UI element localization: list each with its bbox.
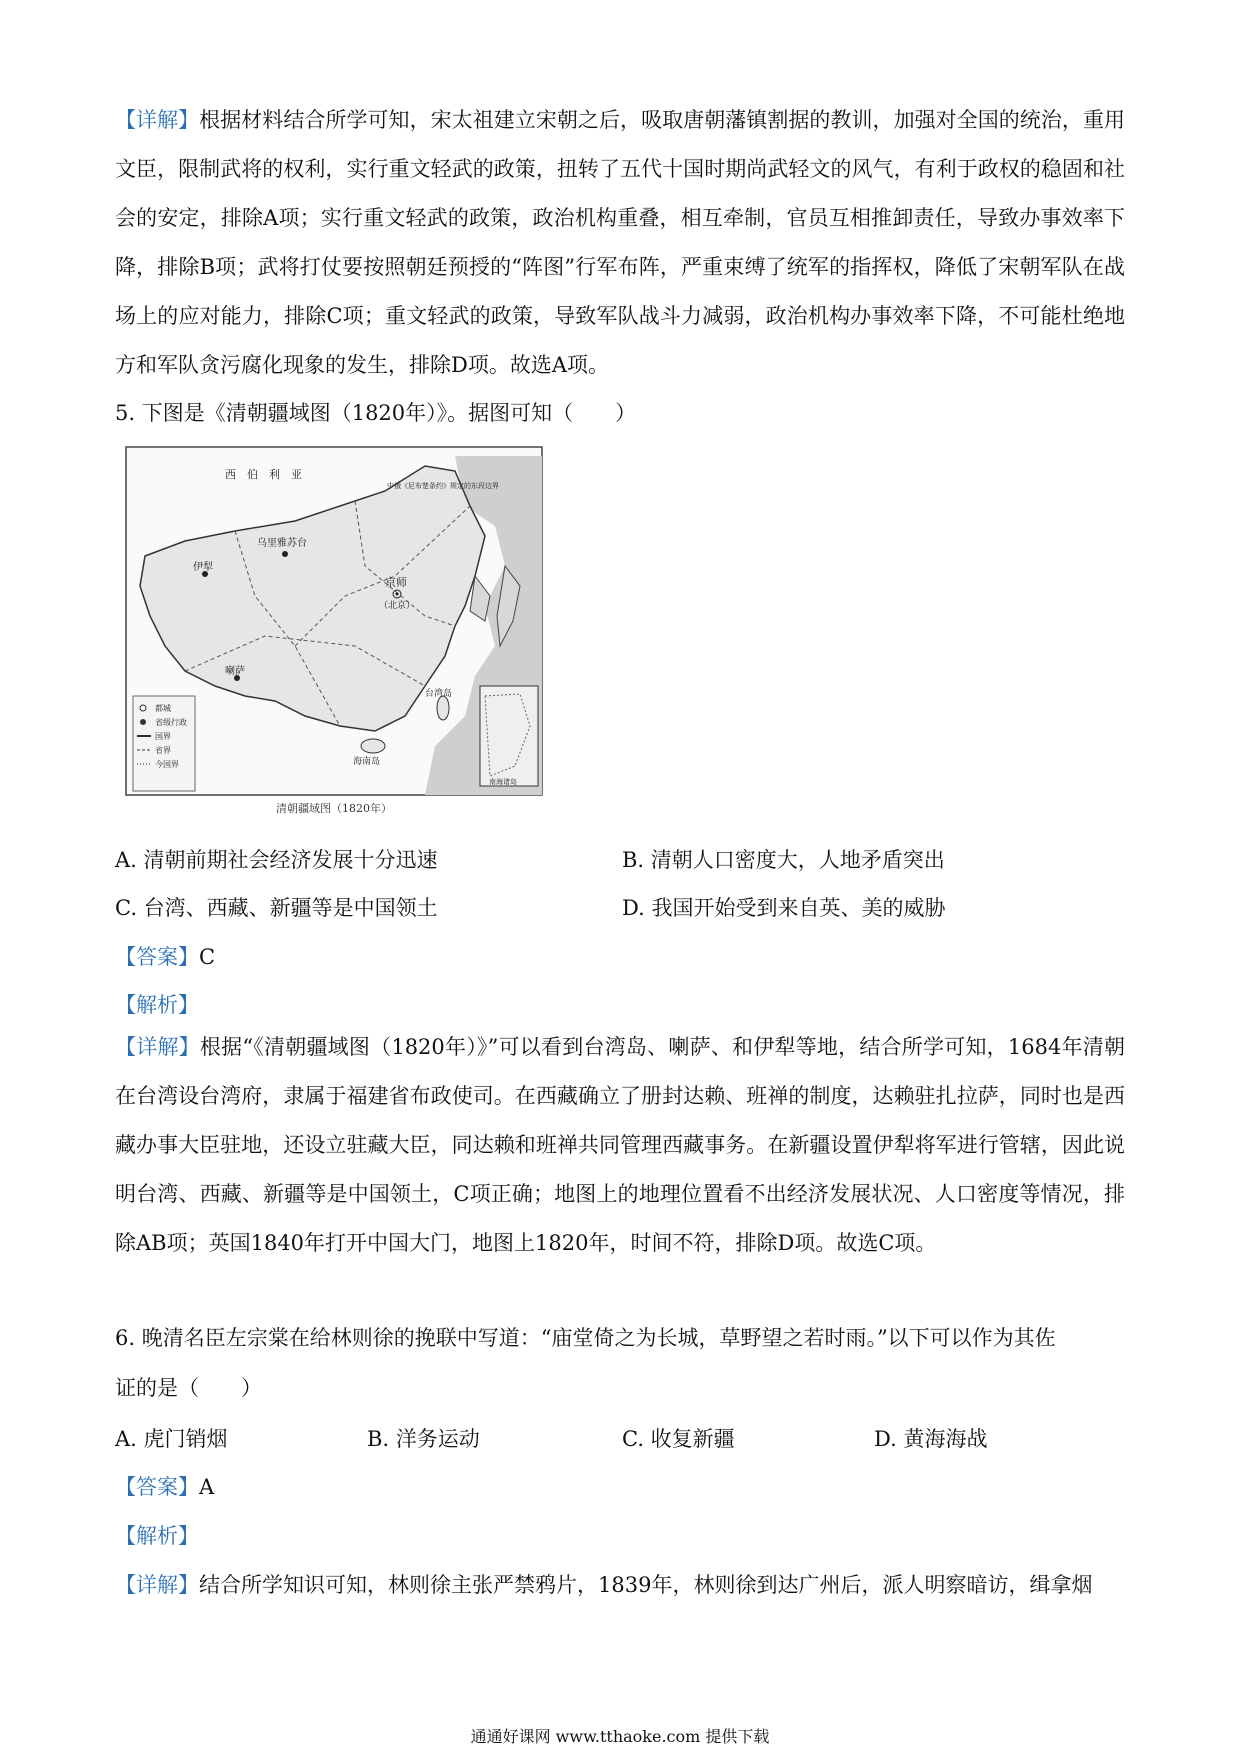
q6-analysis-tag: 【解析】 bbox=[115, 1524, 199, 1548]
q6-answer-value: A bbox=[199, 1475, 215, 1499]
q4-detail-tag: 【详解】 bbox=[115, 108, 200, 132]
q6-detail-text: 结合所学知识可知，林则徐主张严禁鸦片，1839年，林则徐到达广州后，派人明察暗访，缉拿烟 bbox=[199, 1573, 1093, 1597]
q6-question-line1: 6. 晚清名臣左宗棠在给林则徐的挽联中写道：“庙堂倚之为长城，草野望之若时雨。”以下可以作为其佐 bbox=[115, 1326, 1056, 1350]
q6-detail-tag: 【详解】 bbox=[115, 1573, 199, 1597]
map-label-capital: 京师 bbox=[385, 576, 407, 589]
map-caption: 清朝疆域图（1820年） bbox=[276, 802, 392, 815]
q5-analysis-heading bbox=[115, 990, 199, 1020]
map-label-treaty-note: 中俄《尼布楚条约》规定的东段边界 bbox=[387, 482, 499, 490]
q5-detail-tag: 【详解】 bbox=[115, 1035, 200, 1059]
map-label-uliastai: 乌里雅苏台 bbox=[257, 538, 307, 549]
q6-answer bbox=[115, 1472, 214, 1502]
q6-detail bbox=[115, 1570, 1092, 1600]
q5-answer-value: C bbox=[199, 945, 216, 969]
map-label-hainan: 海南岛 bbox=[353, 757, 381, 767]
q5-detail-text: 根据“《清朝疆域图（1820年）》”可以看到台湾岛、喇萨、和伊犁等地，结合所学可知，1684年清朝在台湾设台湾府，隶属于福建省布政使司。在西藏确立了册封达赖、班禅的制度，达赖驻扎拉萨，同时也是西藏办事大臣驻地，还设立驻藏大臣，同达赖和班禅共同管理西藏事务。在新疆设置伊犁将军进行管辖，因此说明台湾、西藏、新疆等是中国领土，C项正确；地图上的地理位置看不出经济发展状况、人口密度等情况，排除AB项；英国1840年打开中国大门，地图上1820年，时间不符，排除D项。故选C项。 bbox=[115, 1035, 1126, 1255]
q6-answer-tag: 【答案】 bbox=[115, 1475, 199, 1499]
q6-option-c: C. 收复新疆 bbox=[622, 1427, 735, 1451]
q5-option-d: D. 我国开始受到来自英、美的威胁 bbox=[622, 896, 946, 920]
q5-question: 5. 下图是《清朝疆域图（1820年）》。据图可知（ ） bbox=[115, 401, 637, 425]
q5-option-b: B. 清朝人口密度大，人地矛盾突出 bbox=[622, 848, 945, 872]
legend-item: 省级行政 bbox=[155, 718, 187, 727]
map-label-taiwan: 台湾岛 bbox=[425, 689, 453, 699]
q5-analysis-tag: 【解析】 bbox=[115, 993, 199, 1017]
legend-item: 今国界 bbox=[155, 760, 179, 769]
map-label-lhasa: 喇萨 bbox=[225, 666, 245, 677]
q5-answer-tag: 【答案】 bbox=[115, 945, 199, 969]
q6-option-d: D. 黄海海战 bbox=[874, 1427, 988, 1451]
q5-option-a: A. 清朝前期社会经济发展十分迅速 bbox=[115, 848, 438, 872]
footer-credit: 通通好课网 www.tthaoke.com 提供下载 bbox=[470, 1727, 770, 1746]
legend-item: 省界 bbox=[155, 746, 171, 755]
q6-analysis-heading bbox=[115, 1521, 199, 1551]
q5-detail-paragraph bbox=[115, 1023, 1125, 1268]
legend-item: 都城 bbox=[155, 704, 171, 713]
q6-option-b: B. 洋务运动 bbox=[367, 1427, 480, 1451]
qing-territory-map bbox=[125, 446, 543, 796]
q4-detail-paragraph bbox=[115, 96, 1125, 390]
map-label-yili: 伊犁 bbox=[193, 562, 213, 573]
map-label-siberia: 西 伯 利 亚 bbox=[225, 468, 302, 481]
q6-question-line2: 证的是（ ） bbox=[115, 1376, 262, 1400]
legend-item: 国界 bbox=[155, 732, 171, 741]
q6-option-a: A. 虎门销烟 bbox=[115, 1427, 228, 1451]
q4-detail-text: 根据材料结合所学可知，宋太祖建立宋朝之后，吸取唐朝藩镇割据的教训，加强对全国的统治，重用文臣，限制武将的权利，实行重文轻武的政策，扭转了五代十国时期尚武轻文的风气，有利于政权的稳固和社会的安定，排除A项；实行重文轻武的政策，政治机构重叠，相互牵制，官员互相推卸责任，导致办事效率下降，排除B项；武将打仗要按照朝廷预授的“阵图”行军布阵，严重束缚了统军的指挥权，降低了宋朝军队在战场上的应对能力，排除C项；重文轻武的政策，导致军队战斗力减弱，政治机构办事效率下降，不可能杜绝地方和军队贪污腐化现象的发生，排除D项。故选A项。 bbox=[115, 108, 1125, 377]
q5-answer bbox=[115, 942, 215, 972]
map-label-capital-sub: （北京） bbox=[379, 601, 416, 611]
q5-option-c: C. 台湾、西藏、新疆等是中国领土 bbox=[115, 896, 438, 920]
map-label-inset: 南海诸岛 bbox=[489, 778, 517, 786]
